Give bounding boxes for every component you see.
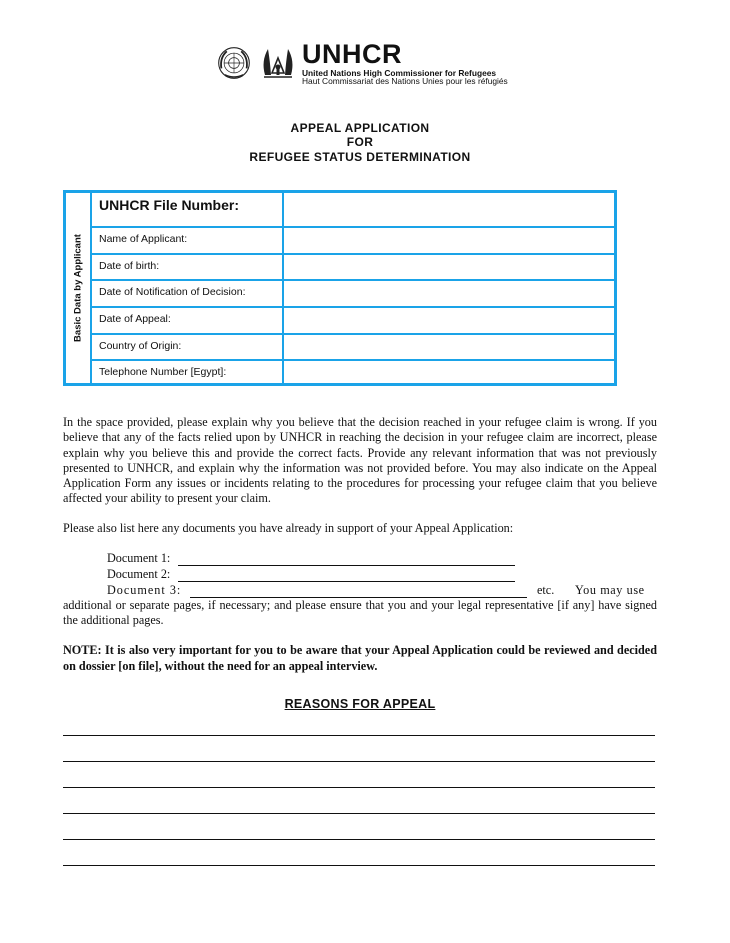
reasons-line-5[interactable] [63, 839, 655, 840]
label-country-of-origin: Country of Origin: [99, 340, 182, 352]
input-telephone[interactable] [282, 361, 614, 383]
label-file-number: UNHCR File Number: [99, 197, 240, 213]
reasons-line-3[interactable] [63, 787, 655, 788]
page-title-line-3: REFUGEE STATUS DETERMINATION [249, 150, 471, 164]
input-date-of-notification[interactable] [282, 281, 614, 306]
unhcr-hands-shelter-icon [258, 43, 298, 83]
page-title-line-2: FOR [346, 135, 374, 149]
row-date-of-appeal [92, 308, 614, 335]
basic-data-table [63, 190, 617, 386]
label-date-of-birth: Date of birth: [99, 260, 160, 272]
basic-data-side-label [66, 193, 92, 383]
label-date-of-appeal: Date of Appeal: [99, 313, 171, 325]
document-3-label: Document 3: [107, 583, 182, 597]
documents-continuation: additional or separate pages, if necessary; and please ensure that you and your legal representative [if any] have signed the additional pages. [63, 598, 657, 628]
org-full-name-en: United Nations High Commissioner for Refugees [302, 67, 497, 78]
documents-etc: etc. [537, 583, 555, 597]
org-name: UNHCR [302, 38, 402, 69]
row-applicant-name [92, 228, 614, 255]
side-label-text: Basic Data by Applicant [72, 234, 84, 342]
documents-continuation-start: You may use [575, 583, 645, 597]
documents-intro: Please also list here any documents you have already in support of your Appeal Application: [63, 521, 514, 535]
header-logo [216, 38, 508, 86]
row-file-number [92, 193, 614, 228]
reasons-line-6[interactable] [63, 865, 655, 866]
un-emblem-icon [216, 45, 252, 81]
input-country-of-origin[interactable] [282, 335, 614, 359]
page-title-line-1: APPEAL APPLICATION [290, 121, 430, 135]
input-file-number[interactable] [282, 193, 614, 226]
label-applicant-name: Name of Applicant: [99, 233, 188, 245]
input-date-of-birth[interactable] [282, 255, 614, 279]
document-1-label: Document 1: [107, 551, 171, 565]
input-date-of-appeal[interactable] [282, 308, 614, 333]
label-date-of-notification: Date of Notification of Decision: [99, 286, 246, 298]
row-date-of-notification [92, 281, 614, 308]
instructions-paragraph: In the space provided, please explain why you believe that the decision reached in your refugee claim is wrong. If you believe that any of the facts relied upon by UNHCR in reaching the decision in your refugee claim are incorrect, please explain why you believe this and provide the correct facts. Provide any relevant information that was not previously presented to UNHCR, and explain why the information was not provided before. You may also indicate on the Appeal Application Form any issues or incidents relating to the procedures for processing your refugee claim that you believe affected your ability to present your claim. [63, 415, 657, 506]
note-paragraph: NOTE: It is also very important for you to be aware that your Appeal Application could be reviewed and decided on dossier [on file], without the need for an appeal interview. [63, 643, 657, 673]
org-full-name-fr: Haut Commissariat des Nations Unies pour les réfugiés [302, 76, 508, 86]
reasons-for-appeal-title: REASONS FOR APPEAL [284, 697, 436, 711]
reasons-line-2[interactable] [63, 761, 655, 762]
document-2-label: Document 2: [107, 567, 171, 581]
reasons-line-1[interactable] [63, 735, 655, 736]
row-country-of-origin [92, 335, 614, 361]
row-telephone [92, 361, 614, 383]
row-date-of-birth [92, 255, 614, 281]
reasons-line-4[interactable] [63, 813, 655, 814]
basic-data-rows [92, 193, 614, 383]
label-telephone: Telephone Number [Egypt]: [99, 366, 227, 378]
input-applicant-name[interactable] [282, 228, 614, 253]
document-1-field[interactable] [178, 565, 515, 566]
document-2-field[interactable] [178, 581, 515, 582]
